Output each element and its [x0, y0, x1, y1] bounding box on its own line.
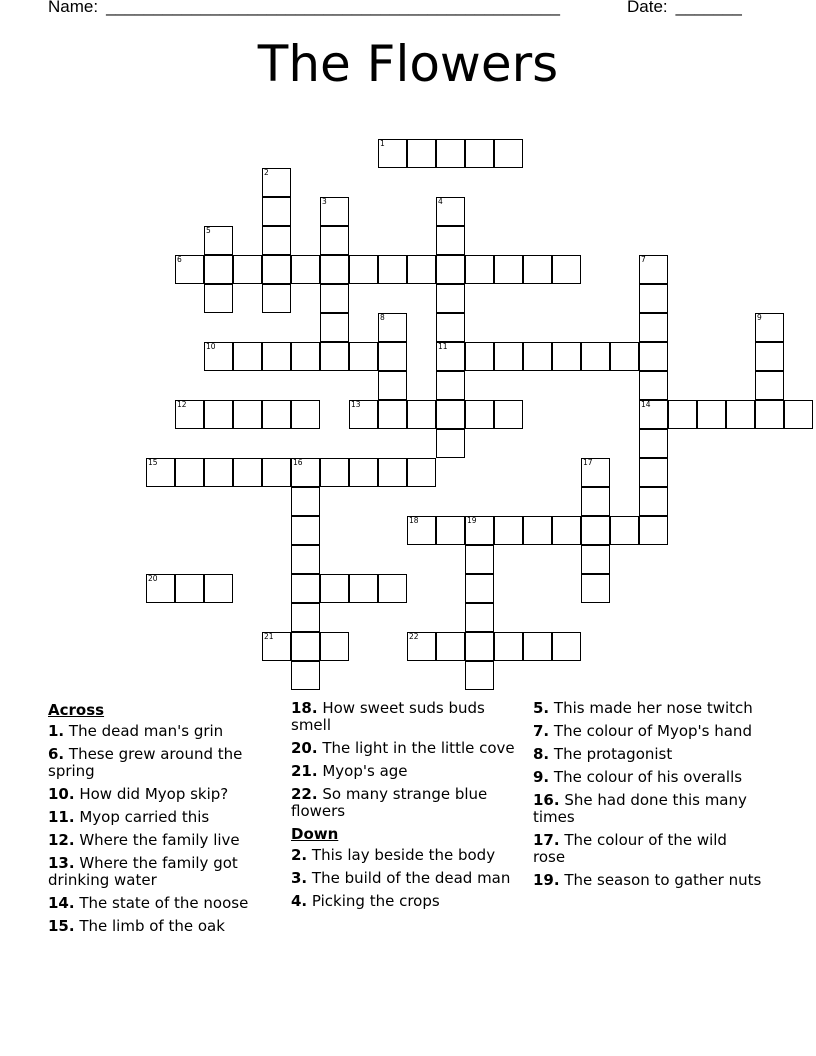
grid-cell[interactable]	[436, 284, 465, 313]
grid-cell[interactable]	[204, 255, 233, 284]
grid-cell[interactable]	[610, 516, 639, 545]
down-clue-list-continued	[533, 700, 763, 889]
clue-text: The dead man's grin	[64, 722, 224, 740]
grid-cell[interactable]	[233, 255, 262, 284]
grid-cell[interactable]	[755, 342, 784, 371]
grid-cell[interactable]	[436, 429, 465, 458]
grid-cell[interactable]	[320, 255, 349, 284]
name-label: Name:	[48, 0, 99, 16]
grid-cell[interactable]	[639, 400, 668, 429]
cell-number: 8	[380, 313, 385, 322]
grid-cell[interactable]	[494, 139, 523, 168]
grid-cell[interactable]	[146, 458, 175, 487]
grid-cell[interactable]	[407, 139, 436, 168]
clue-text: Picking the crops	[307, 892, 440, 910]
grid-cell[interactable]	[407, 255, 436, 284]
clue-number: 11.	[48, 808, 75, 826]
grid-cell[interactable]	[581, 516, 610, 545]
cell-number: 1	[380, 139, 385, 148]
clue-text: The limb of the oak	[74, 917, 225, 935]
grid-cell[interactable]	[552, 255, 581, 284]
clue-item	[48, 809, 280, 826]
clue-number: 4.	[291, 892, 308, 910]
clue-item	[291, 700, 521, 734]
clue-item	[48, 895, 280, 912]
clue-number: 19.	[533, 871, 560, 889]
grid-cell[interactable]	[465, 545, 494, 574]
clue-item	[291, 893, 521, 910]
clue-number: 14.	[48, 894, 75, 912]
grid-cell[interactable]	[320, 342, 349, 371]
cell-number: 15	[148, 458, 158, 467]
clue-number: 8.	[533, 745, 550, 763]
clue-text: The colour of his overalls	[549, 768, 743, 786]
clue-number: 21.	[291, 762, 318, 780]
grid-cell[interactable]	[291, 603, 320, 632]
clue-text: The colour of Myop's hand	[549, 722, 752, 740]
grid-cell[interactable]	[204, 342, 233, 371]
clue-item	[533, 792, 763, 826]
grid-cell[interactable]	[465, 139, 494, 168]
grid-cell[interactable]	[436, 226, 465, 255]
grid-cell[interactable]	[523, 255, 552, 284]
grid-cell[interactable]	[175, 574, 204, 603]
grid-cell[interactable]	[407, 632, 436, 661]
clue-number: 17.	[533, 831, 560, 849]
grid-cell[interactable]	[291, 574, 320, 603]
name-line[interactable]: ________________________________________________	[106, 0, 560, 16]
clue-item	[533, 832, 763, 866]
across-heading: Across	[48, 701, 105, 719]
grid-cell[interactable]	[407, 400, 436, 429]
clue-number: 10.	[48, 785, 75, 803]
cell-number: 20	[148, 574, 158, 583]
clue-text: How did Myop skip?	[74, 785, 229, 803]
grid-cell[interactable]	[204, 284, 233, 313]
grid-cell[interactable]	[262, 255, 291, 284]
grid-cell[interactable]	[784, 400, 813, 429]
grid-cell[interactable]	[639, 371, 668, 400]
grid-cell[interactable]	[204, 574, 233, 603]
clue-text: She had done this many times	[533, 791, 747, 826]
page-title: The Flowers	[257, 35, 559, 93]
grid-cell[interactable]	[639, 458, 668, 487]
grid-cell[interactable]	[581, 574, 610, 603]
cell-number: 12	[177, 400, 187, 409]
grid-cell[interactable]	[233, 342, 262, 371]
grid-cell[interactable]	[349, 255, 378, 284]
grid-cell[interactable]	[378, 255, 407, 284]
clue-number: 5.	[533, 699, 550, 717]
cell-number: 17	[583, 458, 593, 467]
clue-item	[48, 786, 280, 803]
grid-cell[interactable]	[233, 458, 262, 487]
grid-cell[interactable]	[494, 632, 523, 661]
grid-cell[interactable]	[436, 342, 465, 371]
grid-cell[interactable]	[175, 458, 204, 487]
clue-text: Where the family got drinking water	[48, 854, 238, 889]
grid-cell[interactable]	[639, 342, 668, 371]
clues-column-3	[533, 700, 763, 895]
grid-cell[interactable]	[552, 632, 581, 661]
cell-number: 18	[409, 516, 419, 525]
grid-cell[interactable]	[436, 400, 465, 429]
down-heading: Down	[291, 825, 339, 843]
grid-cell[interactable]	[436, 313, 465, 342]
clue-text: Myop's age	[317, 762, 408, 780]
grid-cell[interactable]	[262, 342, 291, 371]
grid-cell[interactable]	[204, 400, 233, 429]
clue-text: This made her nose twitch	[549, 699, 753, 717]
grid-cell[interactable]	[465, 603, 494, 632]
grid-cell[interactable]	[523, 516, 552, 545]
grid-cell[interactable]	[175, 400, 204, 429]
grid-cell[interactable]	[262, 458, 291, 487]
grid-cell[interactable]	[639, 313, 668, 342]
cell-number: 10	[206, 342, 216, 351]
cell-number: 16	[293, 458, 303, 467]
grid-cell[interactable]	[436, 197, 465, 226]
clue-item	[48, 746, 280, 780]
clues-column-1	[48, 700, 280, 941]
cell-number: 4	[438, 197, 443, 206]
grid-cell[interactable]	[320, 226, 349, 255]
grid-cell[interactable]	[291, 545, 320, 574]
grid-cell[interactable]	[639, 284, 668, 313]
across-clue-list	[48, 723, 280, 935]
cell-number: 22	[409, 632, 419, 641]
clue-item	[533, 872, 763, 889]
clue-number: 12.	[48, 831, 75, 849]
grid-cell[interactable]	[465, 661, 494, 690]
cell-number: 19	[467, 516, 477, 525]
grid-cell[interactable]	[291, 487, 320, 516]
clue-item	[291, 786, 521, 820]
grid-cell[interactable]	[291, 255, 320, 284]
clue-item	[291, 763, 521, 780]
clue-item	[291, 847, 521, 864]
grid-cell[interactable]	[291, 661, 320, 690]
clue-number: 20.	[291, 739, 318, 757]
date-line[interactable]: _______	[675, 0, 742, 16]
across-clue-list-continued	[291, 700, 521, 820]
grid-cell[interactable]	[581, 487, 610, 516]
grid-cell[interactable]	[378, 139, 407, 168]
grid-cell[interactable]	[581, 458, 610, 487]
clue-number: 22.	[291, 785, 318, 803]
down-clue-list	[291, 847, 521, 910]
clue-text: The build of the dead man	[307, 869, 511, 887]
grid-cell[interactable]	[465, 632, 494, 661]
grid-cell[interactable]	[639, 487, 668, 516]
clue-text: How sweet suds buds smell	[291, 699, 485, 734]
grid-cell[interactable]	[320, 458, 349, 487]
grid-cell[interactable]	[291, 458, 320, 487]
clue-number: 6.	[48, 745, 65, 763]
grid-cell[interactable]	[755, 313, 784, 342]
grid-cell[interactable]	[436, 139, 465, 168]
grid-cell[interactable]	[494, 400, 523, 429]
grid-cell[interactable]	[436, 371, 465, 400]
grid-cell[interactable]	[552, 516, 581, 545]
grid-cell[interactable]	[436, 255, 465, 284]
cell-number: 14	[641, 400, 651, 409]
cell-number: 2	[264, 168, 269, 177]
clue-item	[533, 700, 763, 717]
grid-cell[interactable]	[175, 255, 204, 284]
grid-cell[interactable]	[407, 516, 436, 545]
clue-number: 3.	[291, 869, 308, 887]
grid-cell[interactable]	[465, 342, 494, 371]
cell-number: 3	[322, 197, 327, 206]
grid-cell[interactable]	[291, 400, 320, 429]
grid-cell[interactable]	[378, 313, 407, 342]
grid-cell[interactable]	[262, 197, 291, 226]
grid-cell[interactable]	[349, 458, 378, 487]
grid-cell[interactable]	[494, 255, 523, 284]
grid-cell[interactable]	[639, 429, 668, 458]
clue-text: Myop carried this	[74, 808, 210, 826]
grid-cell[interactable]	[204, 226, 233, 255]
clue-item	[291, 740, 521, 757]
clue-text: The state of the noose	[74, 894, 249, 912]
grid-cell[interactable]	[320, 313, 349, 342]
cell-number: 9	[757, 313, 762, 322]
grid-cell[interactable]	[523, 632, 552, 661]
grid-cell[interactable]	[378, 458, 407, 487]
clue-text: Where the family live	[74, 831, 240, 849]
grid-cell[interactable]	[581, 545, 610, 574]
grid-cell[interactable]	[378, 342, 407, 371]
grid-cell[interactable]	[262, 400, 291, 429]
grid-cell[interactable]	[204, 458, 233, 487]
clues-column-2	[291, 700, 521, 916]
grid-cell[interactable]	[291, 632, 320, 661]
grid-cell[interactable]	[262, 226, 291, 255]
grid-cell[interactable]	[320, 632, 349, 661]
clue-number: 15.	[48, 917, 75, 935]
grid-cell[interactable]	[465, 574, 494, 603]
cell-number: 21	[264, 632, 274, 641]
cell-number: 6	[177, 255, 182, 264]
grid-cell[interactable]	[349, 342, 378, 371]
clue-text: So many strange blue flowers	[291, 785, 488, 820]
cell-number: 5	[206, 226, 211, 235]
grid-cell[interactable]	[407, 458, 436, 487]
clue-text: The season to gather nuts	[559, 871, 762, 889]
grid-cell[interactable]	[291, 516, 320, 545]
clue-text: This lay beside the body	[307, 846, 496, 864]
grid-cell[interactable]	[523, 342, 552, 371]
clue-item	[533, 746, 763, 763]
grid-cell[interactable]	[494, 516, 523, 545]
grid-cell[interactable]	[349, 400, 378, 429]
clue-text: The light in the little cove	[317, 739, 515, 757]
grid-cell[interactable]	[262, 632, 291, 661]
clue-number: 1.	[48, 722, 65, 740]
clue-item	[48, 832, 280, 849]
clue-number: 2.	[291, 846, 308, 864]
grid-cell[interactable]	[668, 400, 697, 429]
grid-cell[interactable]	[465, 400, 494, 429]
grid-cell[interactable]	[436, 516, 465, 545]
grid-cell[interactable]	[378, 400, 407, 429]
grid-cell[interactable]	[262, 168, 291, 197]
grid-cell[interactable]	[465, 255, 494, 284]
clue-text: These grew around the spring	[48, 745, 243, 780]
grid-cell[interactable]	[291, 342, 320, 371]
grid-cell[interactable]	[755, 400, 784, 429]
grid-cell[interactable]	[436, 632, 465, 661]
cell-number: 11	[438, 342, 448, 351]
clue-text: The colour of the wild rose	[533, 831, 727, 866]
grid-cell[interactable]	[378, 574, 407, 603]
clue-number: 7.	[533, 722, 550, 740]
clue-item	[48, 855, 280, 889]
date-label: Date:	[627, 0, 668, 16]
clue-text: The protagonist	[549, 745, 673, 763]
clue-number: 9.	[533, 768, 550, 786]
grid-cell[interactable]	[262, 284, 291, 313]
grid-cell[interactable]	[755, 371, 784, 400]
clue-item	[533, 723, 763, 740]
grid-cell[interactable]	[494, 342, 523, 371]
grid-cell[interactable]	[697, 400, 726, 429]
grid-cell[interactable]	[581, 342, 610, 371]
clue-item	[48, 918, 280, 935]
grid-cell[interactable]	[465, 516, 494, 545]
clue-number: 16.	[533, 791, 560, 809]
clue-number: 13.	[48, 854, 75, 872]
grid-cell[interactable]	[726, 400, 755, 429]
grid-cell[interactable]	[146, 574, 175, 603]
clue-item	[533, 769, 763, 786]
clue-item	[291, 870, 521, 887]
grid-cell[interactable]	[233, 400, 262, 429]
cell-number: 13	[351, 400, 361, 409]
grid-cell[interactable]	[378, 371, 407, 400]
grid-cell[interactable]	[552, 342, 581, 371]
clue-number: 18.	[291, 699, 318, 717]
grid-cell[interactable]	[639, 516, 668, 545]
grid-cell[interactable]	[320, 284, 349, 313]
grid-cell[interactable]	[639, 255, 668, 284]
grid-cell[interactable]	[610, 342, 639, 371]
grid-cell[interactable]	[320, 574, 349, 603]
grid-cell[interactable]	[320, 197, 349, 226]
clue-item	[48, 723, 280, 740]
grid-cell[interactable]	[349, 574, 378, 603]
cell-number: 7	[641, 255, 646, 264]
